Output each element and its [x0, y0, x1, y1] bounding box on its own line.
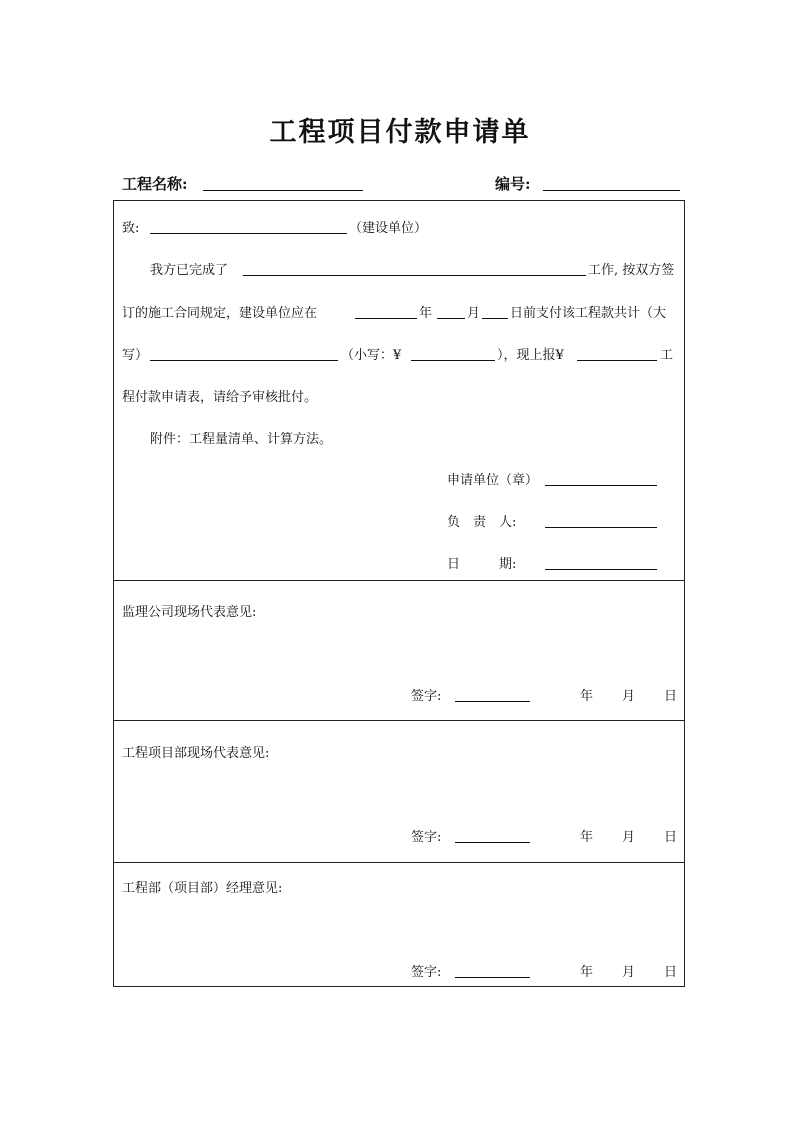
month-label: 月 — [622, 689, 636, 704]
day-label: 日 — [664, 830, 678, 845]
date-field[interactable] — [545, 569, 657, 570]
section-divider — [113, 862, 685, 863]
section-divider — [113, 720, 685, 721]
completed-prefix: 我方已完成了 — [150, 263, 229, 278]
year-label: 年 — [580, 965, 594, 980]
lowercase-label: （小写：¥ — [341, 348, 402, 363]
applicant-unit-field[interactable] — [545, 485, 657, 486]
reported-amount-field[interactable] — [577, 360, 657, 361]
reported-label: ），现上报¥ — [497, 348, 564, 363]
day-label: 日 — [664, 689, 678, 704]
client-field[interactable] — [150, 233, 347, 234]
contract-text: 订的施工合同规定，建设单位应在 — [122, 306, 318, 321]
day-field[interactable] — [482, 318, 508, 319]
date-label: 日 期: — [447, 557, 517, 572]
work-field[interactable] — [243, 275, 586, 276]
section-divider — [113, 580, 685, 581]
opinion-title: 工程项目部现场代表意见: — [122, 746, 270, 761]
amount-lowercase-field[interactable] — [411, 360, 495, 361]
request-text: 程付款申请表，请给予审核批付。 — [122, 390, 318, 405]
applicant-unit-label: 申请单位（章） — [447, 473, 539, 488]
responsible-label: 负 责 人: — [447, 515, 517, 530]
year-field[interactable] — [355, 318, 417, 319]
completed-suffix: 工作, 按双方签 — [588, 263, 675, 278]
project-name-field[interactable] — [203, 190, 363, 191]
number-label: 编号: — [495, 175, 531, 193]
month-field[interactable] — [437, 318, 465, 319]
payment-text: 日前支付该工程款共计（大 — [510, 306, 667, 321]
year-label: 年 — [580, 689, 594, 704]
sign-label: 签字: — [411, 830, 442, 845]
year-label: 年 — [580, 830, 594, 845]
project-name-label: 工程名称: — [122, 175, 188, 193]
line3-suffix: 工 — [660, 348, 674, 363]
page-title: 工程项目付款申请单 — [269, 117, 531, 148]
year-label: 年 — [419, 306, 433, 321]
month-label: 月 — [622, 830, 636, 845]
signature-field[interactable] — [455, 842, 530, 843]
month-label: 月 — [622, 965, 636, 980]
opinion-title: 工程部（项目部）经理意见: — [122, 881, 283, 896]
client-unit-label: （建设单位） — [349, 221, 428, 236]
signature-field[interactable] — [455, 701, 530, 702]
responsible-field[interactable] — [545, 527, 657, 528]
attachment-text: 附件：工程量清单、计算方法。 — [150, 432, 333, 447]
opinion-title: 监理公司现场代表意见: — [122, 605, 257, 620]
sign-label: 签字: — [411, 689, 442, 704]
amount-uppercase-field[interactable] — [150, 360, 338, 361]
month-label: 月 — [467, 306, 481, 321]
signature-field[interactable] — [455, 977, 530, 978]
uppercase-label: 写） — [122, 348, 149, 363]
to-label: 致: — [122, 221, 140, 236]
day-label: 日 — [664, 965, 678, 980]
number-field[interactable] — [543, 190, 680, 191]
sign-label: 签字: — [411, 965, 442, 980]
